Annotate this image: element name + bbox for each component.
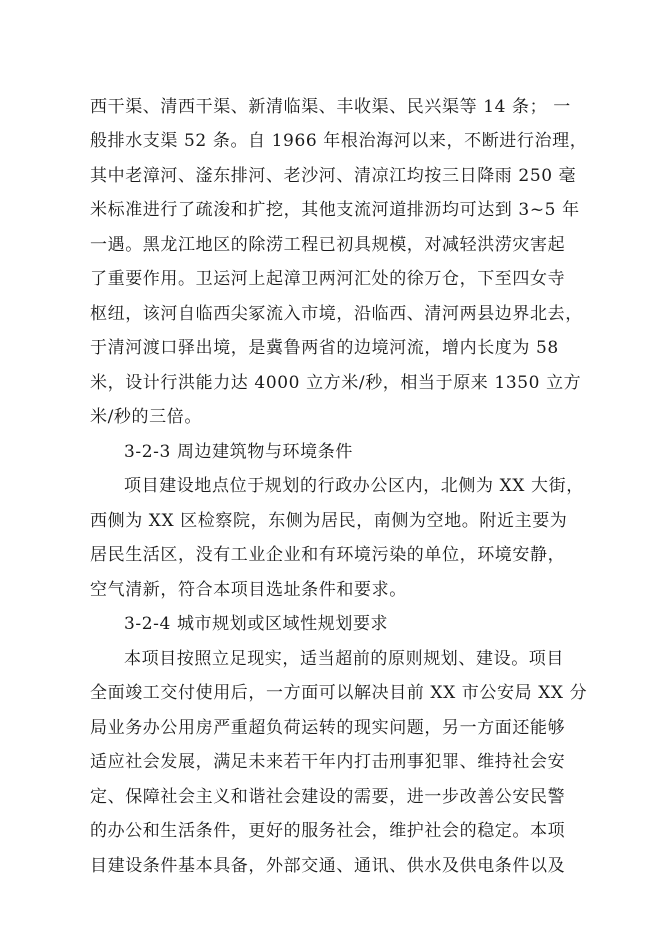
paragraph-line: 其中老漳河、滏东排河、老沙河、清凉江均按三日降雨 250 毫 (90, 166, 577, 186)
paragraph-line: 的办公和生活条件，更好的服务社会，维护社会的稳定。本项 (90, 821, 566, 841)
paragraph-line: 般排水支渠 52 条。自 1966 年根治海河以来，不断进行治理， (90, 131, 588, 151)
paragraph-line: 目建设条件基本具备，外部交通、通讯、供水及供电条件以及 (90, 856, 566, 876)
paragraph-line: 适应社会发展，满足未来若干年内打击刑事犯罪、维持社会安 (90, 752, 566, 772)
paragraph-line: 居民生活区，没有工业企业和有环境污染的单位，环境安静， (90, 545, 566, 565)
paragraph-line: 米/秒的三倍。 (90, 407, 202, 427)
paragraph-line: 全面竣工交付使用后，一方面可以解决目前 XX 市公安局 XX 分 (90, 683, 588, 703)
paragraph-line: 一遇。黑龙江地区的除涝工程已初具规模，对减轻洪涝灾害起 (90, 235, 566, 255)
paragraph-line: 空气清新，符合本项目选址条件和要求。 (90, 580, 407, 600)
paragraph-first-line: 本项目按照立足现实，适当超前的原则规划、建设。项目 (124, 649, 564, 669)
paragraph-line: 西侧为 XX 区检察院，东侧为居民，南侧为空地。附近主要为 (90, 511, 568, 531)
paragraph-line: 定、保障社会主义和谐社会建设的需要，进一步改善公安民警 (90, 787, 566, 807)
paragraph-line: 米，设计行洪能力达 4000 立方米/秒，相当于原来 1350 立方 (90, 373, 582, 393)
paragraph-line: 局业务办公用房严重超负荷运转的现实问题，另一方面还能够 (90, 718, 566, 738)
paragraph-line: 西干渠、清西干渠、新清临渠、丰收渠、民兴渠等 14 条； 一 (90, 97, 571, 117)
paragraph-first-line: 项目建设地点位于规划的行政办公区内，北侧为 XX 大街， (124, 476, 584, 496)
section-heading-3-2-3: 3-2-3 周边建筑物与环境条件 (124, 442, 353, 462)
paragraph-line: 枢纽，该河自临西尖冢流入市境，沿临西、清河两县边界北去， (90, 304, 583, 324)
section-heading-3-2-4: 3-2-4 城市规划或区域性规划要求 (124, 614, 389, 634)
paragraph-line: 了重要作用。卫运河上起漳卫两河汇处的徐万仓，下至四女寺 (90, 269, 566, 289)
paragraph-line: 米标准进行了疏浚和扩挖，其他支流河道排沥均可达到 3~5 年 (90, 200, 580, 220)
paragraph-line: 于清河渡口驿出境，是冀鲁两省的边境河流，增内长度为 58 (90, 338, 559, 358)
